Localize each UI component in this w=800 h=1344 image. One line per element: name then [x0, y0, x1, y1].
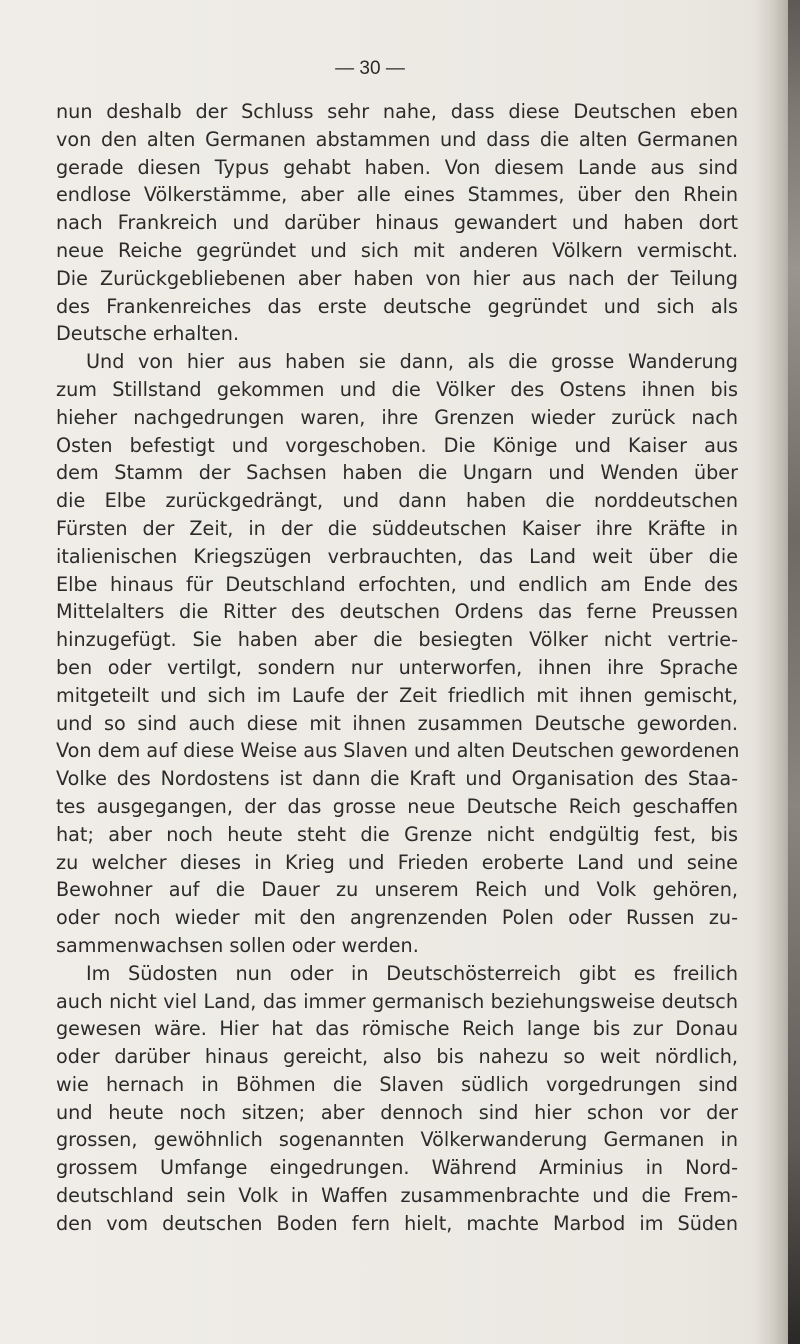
text-line: endlose Völkerstämme, aber alle eines Stammes, über den Rhein [56, 183, 738, 207]
text-line: gerade diesen Typus gehabt haben. Von diesem Lande aus sind [56, 155, 738, 179]
text-line: grossen, gewöhnlich sogenannten Völkerwanderung Germanen in [56, 1128, 738, 1152]
text-line: Volke des Nordostens ist dann die Kraft und Organisation des Staa- [56, 767, 738, 791]
text-line: dem Stamm der Sachsen haben die Ungarn und Wenden über [56, 461, 738, 485]
text-line: wie hernach in Böhmen die Slaven südlich vorgedrungen sind [56, 1072, 738, 1096]
text-line: oder noch wieder mit den angrenzenden Polen oder Russen zu- [56, 906, 738, 930]
text-line: nun deshalb der Schluss sehr nahe, dass diese Deutschen eben [56, 100, 738, 123]
text-line: und so sind auch diese mit ihnen zusammen Deutsche geworden. [56, 711, 738, 735]
text-line: hat; aber noch heute steht die Grenze nicht endgültig fest, bis [56, 822, 738, 846]
text-line: Im Südosten nun oder in Deutschösterreich gibt es freilich [86, 961, 738, 985]
text-line: hinzugefügt. Sie haben aber die besiegten Völker nicht vertrie- [56, 628, 738, 652]
text-line: Bewohner auf die Dauer zu unserem Reich und Volk gehören, [56, 878, 738, 902]
text-line: Mittelalters die Ritter des deutschen Ordens das ferne Preussen [56, 600, 738, 624]
text-line: Die Zurückgebliebenen aber haben von hier aus nach der Teilung [56, 266, 738, 290]
text-line: Deutsche erhalten. [56, 322, 240, 346]
text-line: neue Reiche gegründet und sich mit anderen Völkern vermischt. [56, 238, 738, 262]
text-line: italienischen Kriegszügen verbrauchten, das Land weit über die [56, 544, 738, 568]
text-line: Von dem auf diese Weise aus Slaven und alten Deutschen gewordenen [56, 739, 740, 763]
text-line: tes ausgegangen, der das grosse neue Deutsche Reich geschaffen [56, 794, 738, 818]
text-line: gewesen wäre. Hier hat das römische Reich lange bis zur Donau [56, 1017, 738, 1041]
text-line: sammenwachsen sollen oder werden. [56, 933, 419, 957]
text-line: zu welcher dieses in Krieg und Frieden eroberte Land und seine [56, 850, 738, 874]
text-line: hieher nachgedrungen waren, ihre Grenzen wieder zurück nach [56, 405, 738, 429]
text-line: auch nicht viel Land, das immer germanisch beziehungsweise deutsch [56, 989, 738, 1013]
text-line: deutschland sein Volk in Waffen zusammenbrachte und die Frem- [56, 1184, 738, 1208]
page-binding-edge [788, 0, 800, 1344]
text-line: nach Frankreich und darüber hinaus gewandert und haben dort [56, 211, 738, 235]
body-text [56, 98, 738, 1238]
page-number: — 30 — [335, 58, 405, 79]
text-line: Osten befestigt und vorgeschoben. Die Könige und Kaiser aus [56, 433, 738, 457]
text-line: ben oder vertilgt, sondern nur unterworfen, ihnen ihre Sprache [56, 655, 738, 679]
text-line: von den alten Germanen abstammen und dass die alten Germanen [56, 127, 738, 151]
text-line: Und von hier aus haben sie dann, als die grosse Wanderung [86, 350, 738, 374]
text-line: zum Stillstand gekommen und die Völker des Ostens ihnen bis [56, 377, 738, 401]
text-line: oder darüber hinaus gereicht, also bis nahezu so weit nördlich, [56, 1045, 738, 1069]
text-line: Fürsten der Zeit, in der die süddeutschen Kaiser ihre Kräfte in [56, 516, 738, 540]
text-line: die Elbe zurückgedrängt, und dann haben die norddeutschen [56, 489, 738, 513]
text-line: und heute noch sitzen; aber dennoch sind hier schon vor der [56, 1100, 738, 1124]
text-line: Elbe hinaus für Deutschland erfochten, und endlich am Ende des [56, 572, 738, 596]
text-line: den vom deutschen Boden fern hielt, machte Marbod im Süden [56, 1211, 738, 1235]
text-line: des Frankenreiches das erste deutsche gegründet und sich als [56, 294, 738, 318]
text-line: grossem Umfange eingedrungen. Während Arminius in Nord- [56, 1156, 738, 1180]
text-line: mitgeteilt und sich im Laufe der Zeit friedlich mit ihnen gemischt, [56, 683, 738, 707]
